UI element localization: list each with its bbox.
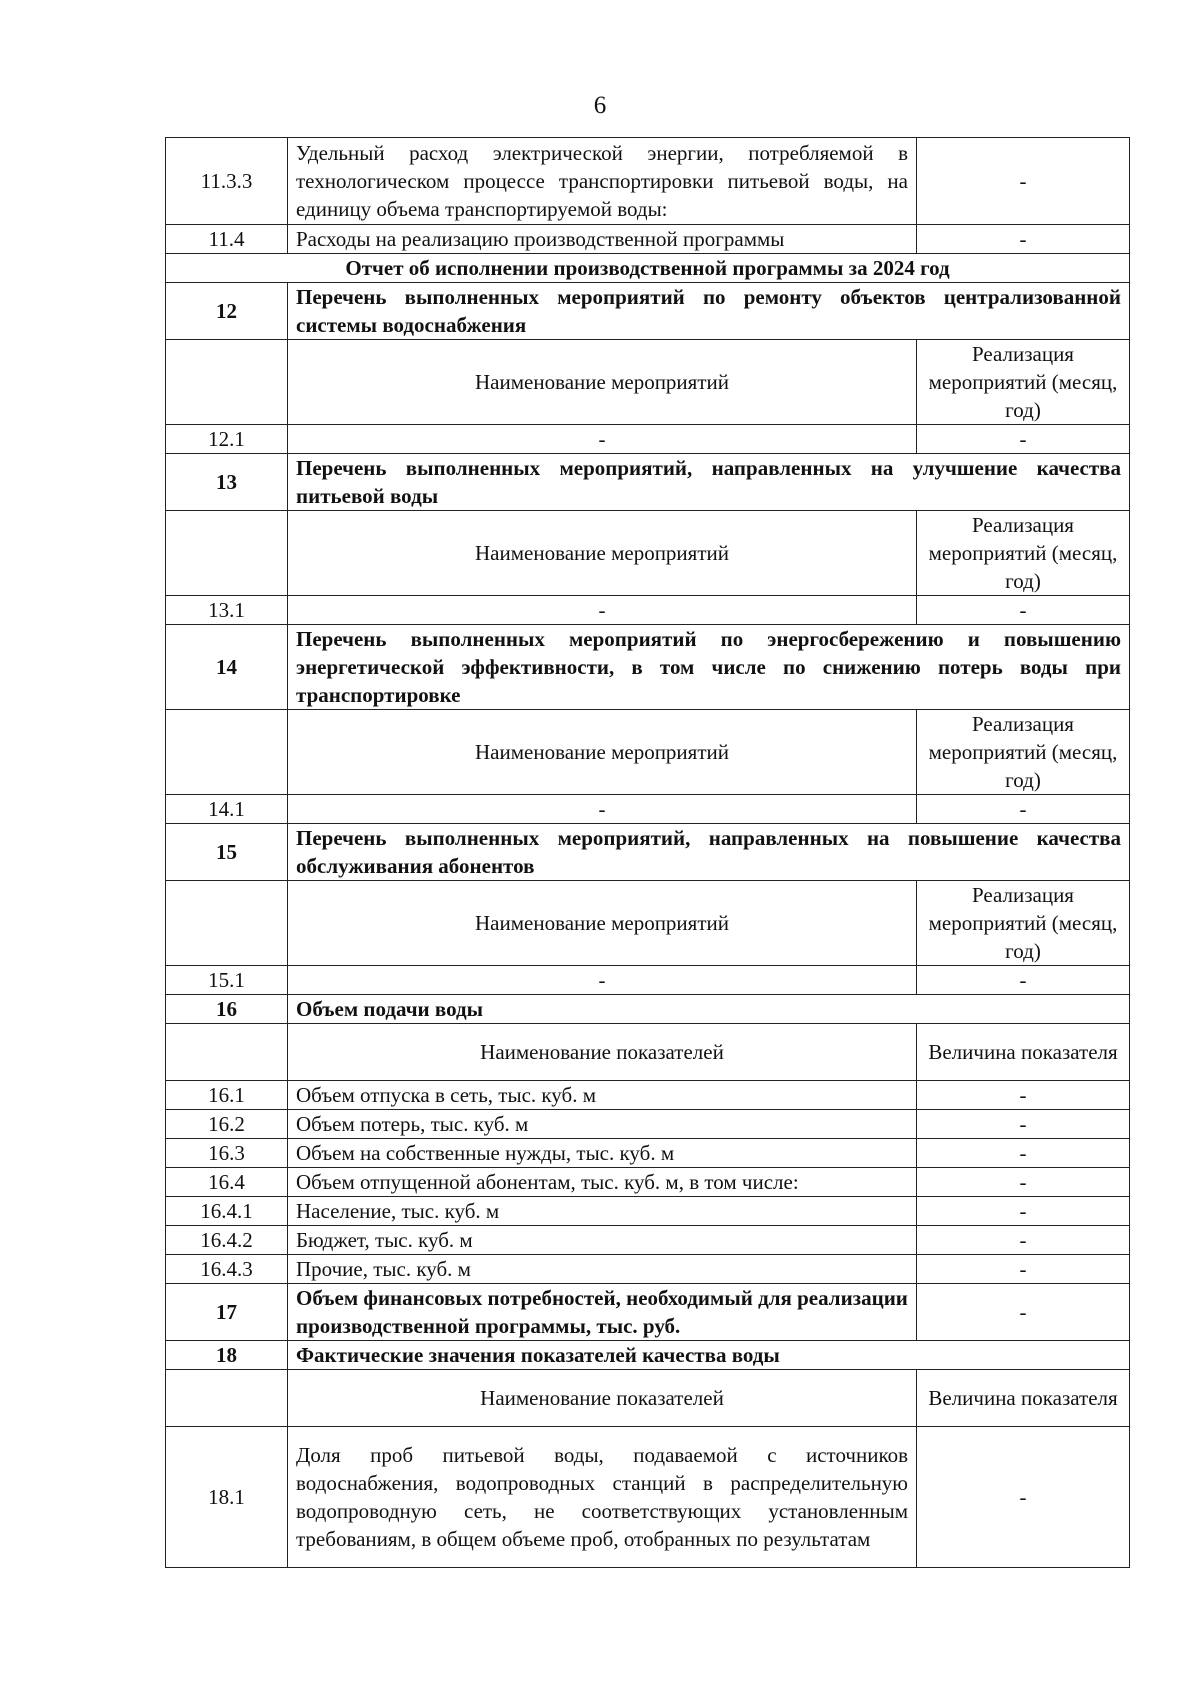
section-title: Перечень выполненных мероприятий, направленных на улучшение качества питьевой воды (288, 454, 1130, 511)
header-name: Наименование показателей (288, 1024, 917, 1081)
production-program-table (165, 137, 1130, 1568)
row-number: 16.3 (166, 1139, 288, 1168)
section-number: 17 (166, 1284, 288, 1341)
header-value: Реализация мероприятий (месяц, год) (917, 881, 1130, 966)
row-value: - (917, 1255, 1130, 1284)
section-number: 18 (166, 1341, 288, 1370)
table-row (166, 425, 1130, 454)
section-title: Объем финансовых потребностей, необходимый для реализации производственной программы, тыс. руб. (288, 1284, 917, 1341)
column-header-row (166, 340, 1130, 425)
row-value: - (917, 1139, 1130, 1168)
section-title: Перечень выполненных мероприятий по ремонту объектов централизованной системы водоснабжения (288, 283, 1130, 340)
row-text: - (288, 795, 917, 824)
section-row (166, 995, 1130, 1024)
row-text: - (288, 596, 917, 625)
section-title: Перечень выполненных мероприятий, направленных на повышение качества обслуживания абонентов (288, 824, 1130, 881)
section-row (166, 283, 1130, 340)
row-value: - (917, 138, 1130, 225)
header-empty-cell (166, 1024, 288, 1081)
header-empty-cell (166, 881, 288, 966)
row-number: 14.1 (166, 795, 288, 824)
row-text: Объем отпущенной абонентам, тыс. куб. м, в том числе: (288, 1168, 917, 1197)
header-empty-cell (166, 1370, 288, 1427)
section-title: Объем подачи воды (288, 995, 1130, 1024)
row-text: Доля проб питьевой воды, подаваемой с источников водоснабжения, водопроводных станций в распределительную водопроводную сеть, не соответствующих установленным требованиям, в общем объеме проб, отобранных по результатам (288, 1427, 917, 1568)
row-number: 16.4.1 (166, 1197, 288, 1226)
section-row (166, 454, 1130, 511)
row-text: Население, тыс. куб. м (288, 1197, 917, 1226)
report-title: Отчет об исполнении производственной программы за 2024 год (166, 254, 1130, 283)
row-number: 18.1 (166, 1427, 288, 1568)
row-text: Бюджет, тыс. куб. м (288, 1226, 917, 1255)
header-name: Наименование мероприятий (288, 710, 917, 795)
page-number: 6 (593, 92, 607, 119)
header-name: Наименование мероприятий (288, 340, 917, 425)
table-row (166, 1081, 1130, 1110)
row-value: - (917, 596, 1130, 625)
table-row (166, 966, 1130, 995)
row-value: - (917, 795, 1130, 824)
row-value: - (917, 966, 1130, 995)
section-number: 16 (166, 995, 288, 1024)
row-text: Удельный расход электрической энергии, потребляемой в технологическом процессе транспортировки питьевой воды, на единицу объема транспортируемой воды: (288, 138, 917, 225)
row-number: 13.1 (166, 596, 288, 625)
row-number: 11.3.3 (166, 138, 288, 225)
row-number: 11.4 (166, 225, 288, 254)
header-name: Наименование мероприятий (288, 511, 917, 596)
header-name: Наименование мероприятий (288, 881, 917, 966)
section-row (166, 1341, 1130, 1370)
row-value: - (917, 1226, 1130, 1255)
report-title-row (166, 254, 1130, 283)
row-value: - (917, 1197, 1130, 1226)
column-header-row (166, 1024, 1130, 1081)
table-row (166, 1427, 1130, 1568)
section-number: 14 (166, 625, 288, 710)
table-row (166, 1139, 1130, 1168)
section-title: Фактические значения показателей качества воды (288, 1341, 1130, 1370)
row-value: - (917, 425, 1130, 454)
row-number: 16.4 (166, 1168, 288, 1197)
row-value: - (917, 1081, 1130, 1110)
row-text: Объем отпуска в сеть, тыс. куб. м (288, 1081, 917, 1110)
header-value: Реализация мероприятий (месяц, год) (917, 340, 1130, 425)
section-row (166, 824, 1130, 881)
row-value: - (917, 1284, 1130, 1341)
row-value: - (917, 225, 1130, 254)
header-value: Величина показателя (917, 1024, 1130, 1081)
row-number: 12.1 (166, 425, 288, 454)
section-number: 15 (166, 824, 288, 881)
row-value: - (917, 1427, 1130, 1568)
row-value: - (917, 1168, 1130, 1197)
section-title: Перечень выполненных мероприятий по энергосбережению и повышению энергетической эффективности, в том числе по снижению потерь воды при транспортировке (288, 625, 1130, 710)
table-row (166, 138, 1130, 225)
section-number: 13 (166, 454, 288, 511)
header-empty-cell (166, 710, 288, 795)
column-header-row (166, 511, 1130, 596)
row-text: Расходы на реализацию производственной программы (288, 225, 917, 254)
row-text: Объем потерь, тыс. куб. м (288, 1110, 917, 1139)
table-row (166, 795, 1130, 824)
table-row (166, 1168, 1130, 1197)
section-row (166, 1284, 1130, 1341)
table-row (166, 225, 1130, 254)
header-value: Реализация мероприятий (месяц, год) (917, 511, 1130, 596)
row-number: 16.4.3 (166, 1255, 288, 1284)
table-row (166, 1255, 1130, 1284)
column-header-row (166, 881, 1130, 966)
section-row (166, 625, 1130, 710)
header-value: Реализация мероприятий (месяц, год) (917, 710, 1130, 795)
row-number: 16.1 (166, 1081, 288, 1110)
header-empty-cell (166, 511, 288, 596)
row-text: - (288, 425, 917, 454)
column-header-row (166, 710, 1130, 795)
row-text: - (288, 966, 917, 995)
column-header-row (166, 1370, 1130, 1427)
header-empty-cell (166, 340, 288, 425)
header-name: Наименование показателей (288, 1370, 917, 1427)
row-value: - (917, 1110, 1130, 1139)
row-text: Прочие, тыс. куб. м (288, 1255, 917, 1284)
section-number: 12 (166, 283, 288, 340)
table-row (166, 1110, 1130, 1139)
row-number: 15.1 (166, 966, 288, 995)
table-row (166, 596, 1130, 625)
row-number: 16.2 (166, 1110, 288, 1139)
table-row (166, 1226, 1130, 1255)
header-value: Величина показателя (917, 1370, 1130, 1427)
row-text: Объем на собственные нужды, тыс. куб. м (288, 1139, 917, 1168)
table-row (166, 1197, 1130, 1226)
row-number: 16.4.2 (166, 1226, 288, 1255)
